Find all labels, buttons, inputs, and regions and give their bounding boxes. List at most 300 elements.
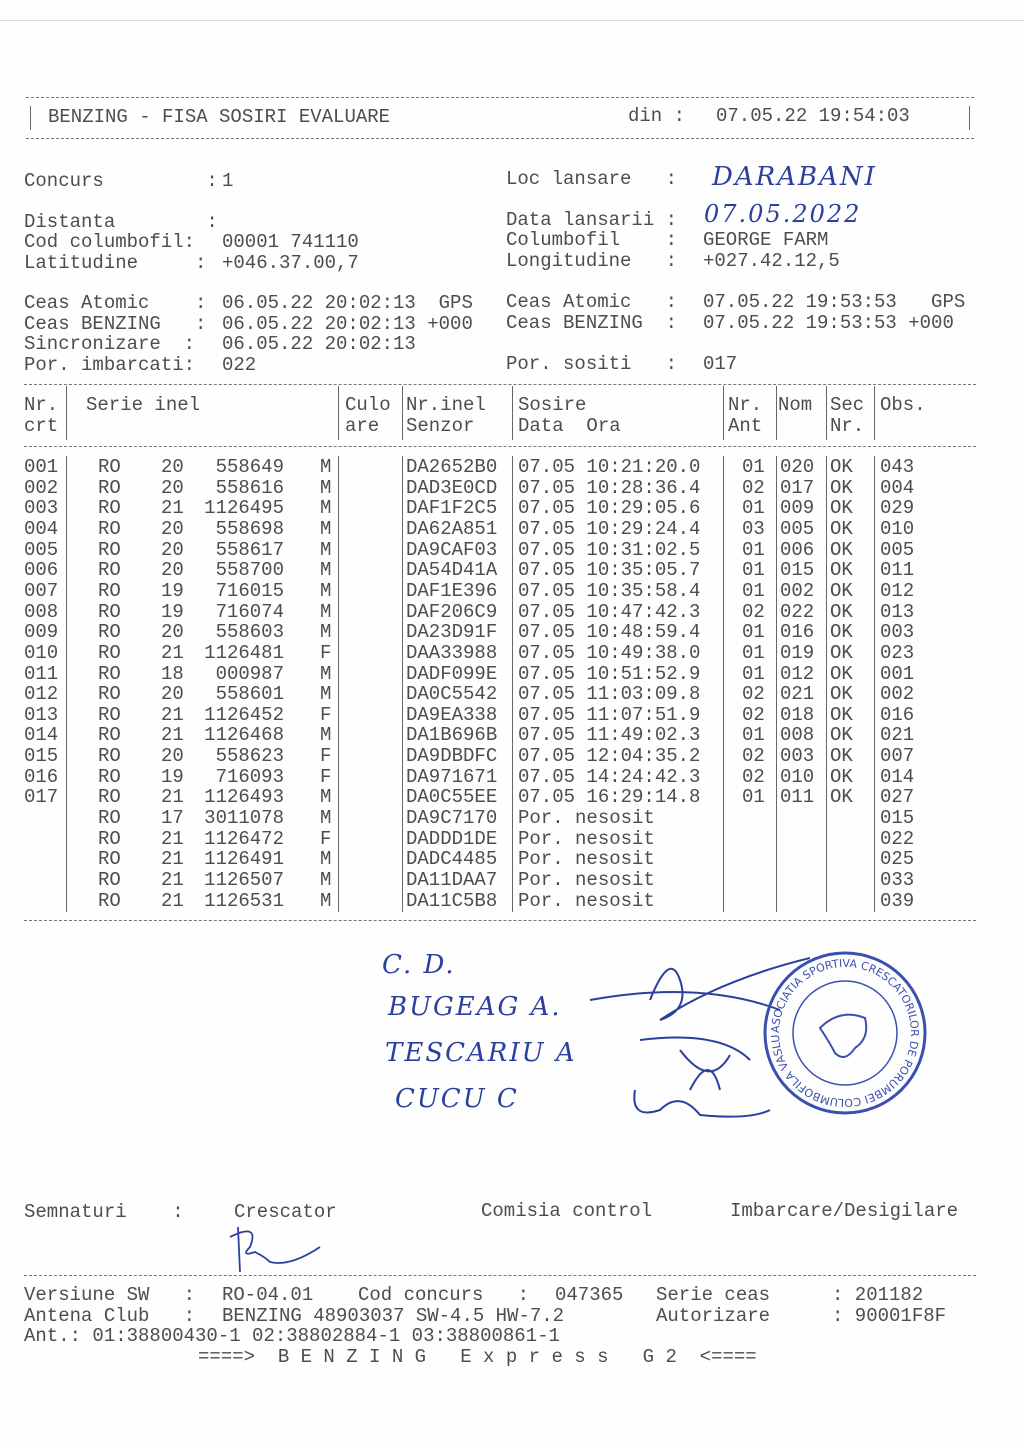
header-culo: Culo: [345, 394, 391, 416]
header-right-bar: [969, 106, 970, 130]
row-sex: M: [320, 497, 332, 520]
row-year: 19: [161, 579, 184, 602]
row-ring-number: 1126491: [204, 848, 284, 871]
row-sec: OK: [830, 579, 853, 602]
row-sex: F: [320, 641, 332, 664]
row-country: RO: [98, 559, 121, 582]
row-obs: 002: [880, 683, 915, 706]
row-obs: 016: [880, 703, 915, 726]
row-ring-number: 558603: [215, 621, 284, 644]
columbofil-value: GEORGE FARM: [703, 229, 829, 251]
row-country: RO: [98, 683, 121, 706]
table-top-rule: [24, 384, 976, 385]
row-country: RO: [98, 703, 121, 726]
column-divider: [338, 456, 339, 912]
column-divider: [402, 386, 403, 440]
serie-ceas-label: Serie ceas: [656, 1284, 771, 1306]
row-nr: 002: [24, 476, 59, 499]
latitudine-value: +046.37.00,7: [222, 252, 359, 274]
column-divider: [512, 386, 513, 440]
header-sec: Sec: [830, 394, 865, 416]
column-divider: [66, 386, 67, 440]
row-antenna: 01: [742, 786, 765, 809]
row-year: 19: [161, 600, 184, 623]
column-divider: [402, 456, 403, 912]
sositi-label: Por. sositi :: [506, 353, 678, 375]
row-obs: 021: [880, 724, 915, 747]
imbarcati-label: Por. imbarcati:: [24, 354, 196, 376]
row-nr: 009: [24, 621, 59, 644]
row-ring-number: 3011078: [204, 807, 284, 830]
row-country: RO: [98, 827, 121, 850]
row-sensor: DA11DAA7: [406, 869, 498, 891]
longitudine-value: +027.42.12,5: [703, 250, 840, 272]
row-nr: 011: [24, 662, 59, 685]
ceas-benzing-label: Ceas BENZING :: [24, 313, 207, 335]
row-country: RO: [98, 641, 121, 664]
row-antenna: 01: [742, 662, 765, 685]
row-nr: 006: [24, 559, 59, 582]
row-sex: F: [320, 765, 332, 788]
row-sensor: DAF206C9: [406, 600, 498, 623]
row-arrival: 07.05 10:35:05.7: [518, 559, 701, 582]
association-stamp: [760, 948, 930, 1118]
row-sex: M: [320, 869, 332, 891]
row-sensor: DAF1F2C5: [406, 497, 498, 520]
row-ring-number: 716093: [215, 765, 284, 788]
print-date: 07.05.22 19:54:03: [716, 105, 910, 127]
row-arrival: 07.05 10:29:24.4: [518, 517, 701, 540]
row-obs: 015: [880, 807, 915, 830]
row-sex: M: [320, 786, 332, 809]
row-sensor: DA23D91F: [406, 621, 498, 644]
row-sex: M: [320, 889, 332, 912]
row-sensor: DAF1E396: [406, 579, 498, 602]
page-title: BENZING - FISA SOSIRI EVALUARE: [48, 106, 391, 128]
header-left-bar: [30, 106, 31, 130]
row-year: 20: [161, 745, 184, 768]
row-sec: OK: [830, 724, 853, 747]
loc-lansare-label: Loc lansare :: [506, 168, 678, 190]
row-nom: 015: [780, 559, 815, 582]
row-antenna: 01: [742, 724, 765, 747]
row-ring-number: 1126495: [204, 497, 284, 520]
sincronizare-value: 06.05.22 20:02:13: [222, 333, 416, 355]
row-country: RO: [98, 786, 121, 809]
row-ring-number: 1126481: [204, 641, 284, 664]
row-year: 20: [161, 621, 184, 644]
ceas-atomic-label: Ceas Atomic :: [24, 292, 207, 314]
row-ring-number: 558623: [215, 745, 284, 768]
row-ring-number: 000987: [215, 662, 284, 685]
header-crt: crt: [24, 415, 59, 437]
row-country: RO: [98, 579, 121, 602]
row-sensor: DA1B696B: [406, 724, 498, 747]
row-country: RO: [98, 662, 121, 685]
row-antenna: 01: [742, 579, 765, 602]
row-nom: 006: [780, 538, 815, 561]
header-nom: Nom: [778, 394, 813, 416]
row-obs: 025: [880, 848, 915, 871]
row-antenna: 01: [742, 559, 765, 582]
row-country: RO: [98, 765, 121, 788]
row-country: RO: [98, 848, 121, 871]
column-divider: [874, 456, 875, 912]
row-sec: OK: [830, 600, 853, 623]
row-ring-number: 1126472: [204, 827, 284, 850]
row-obs: 004: [880, 476, 915, 499]
row-year: 18: [161, 662, 184, 685]
row-obs: 010: [880, 517, 915, 540]
row-sec: OK: [830, 456, 853, 478]
data-lansarii-label: Data lansarii :: [506, 209, 678, 231]
row-nom: 016: [780, 621, 815, 644]
semnaturi-label: Semnaturi :: [24, 1201, 184, 1223]
row-country: RO: [98, 807, 121, 830]
row-obs: 012: [880, 579, 915, 602]
row-country: RO: [98, 456, 121, 478]
row-sec: OK: [830, 765, 853, 788]
ceas-atomic-label-end: Ceas Atomic :: [506, 291, 678, 313]
row-arrival: 07.05 10:48:59.4: [518, 621, 701, 644]
ceas-benzing-start: 06.05.22 20:02:13 +000: [222, 313, 473, 335]
column-divider: [776, 386, 777, 440]
row-sensor: DA9C7170: [406, 807, 498, 830]
row-sex: M: [320, 724, 332, 747]
row-country: RO: [98, 621, 121, 644]
row-sec: OK: [830, 641, 853, 664]
concurs-label: Concurs :: [24, 170, 218, 192]
row-nr: 017: [24, 786, 59, 809]
row-nr: 003: [24, 497, 59, 520]
row-country: RO: [98, 724, 121, 747]
row-arrival: 07.05 10:28:36.4: [518, 476, 701, 499]
row-sensor: DA9DBDFC: [406, 745, 498, 768]
row-nom: 008: [780, 724, 815, 747]
autorizare-label: Autorizare: [656, 1305, 771, 1327]
row-obs: 007: [880, 745, 915, 768]
row-sec: OK: [830, 683, 853, 706]
row-year: 20: [161, 517, 184, 540]
row-country: RO: [98, 476, 121, 499]
row-obs: 043: [880, 456, 915, 478]
header-sec-nr: Nr.: [830, 415, 865, 437]
row-obs: 014: [880, 765, 915, 788]
autorizare-value: : 90001F8F: [832, 1305, 947, 1327]
cod-columbofil-value: 00001 741110: [222, 231, 359, 253]
distanta-label: Distanta :: [24, 211, 218, 233]
row-arrival: 07.05 10:31:02.5: [518, 538, 701, 561]
sincronizare-label: Sincronizare :: [24, 333, 196, 355]
row-ring-number: 558649: [215, 456, 284, 478]
row-country: RO: [98, 517, 121, 540]
row-arrival: Por. nesosit: [518, 807, 655, 830]
header-ant: Ant: [728, 415, 763, 437]
row-arrival: 07.05 10:49:38.0: [518, 641, 701, 664]
row-year: 21: [161, 641, 184, 664]
data-lansarii-handwritten: 07.05.2022: [704, 200, 862, 228]
header-sosire: Sosire: [518, 394, 587, 416]
columbofil-label: Columbofil :: [506, 229, 678, 251]
row-year: 19: [161, 765, 184, 788]
latitudine-label: Latitudine :: [24, 252, 207, 274]
row-sex: M: [320, 559, 332, 582]
row-sensor: DA2652B0: [406, 456, 498, 478]
row-antenna: 01: [742, 538, 765, 561]
row-obs: 039: [880, 889, 915, 912]
row-sec: OK: [830, 703, 853, 726]
column-divider: [512, 456, 513, 912]
row-country: RO: [98, 889, 121, 912]
imbarcati-value: 022: [222, 354, 257, 376]
row-sec: OK: [830, 538, 853, 561]
row-obs: 033: [880, 869, 915, 891]
row-country: RO: [98, 497, 121, 520]
row-arrival: 07.05 10:21:20.0: [518, 456, 701, 478]
row-nom: 017: [780, 476, 815, 499]
cod-concurs-value: 047365: [555, 1284, 624, 1306]
row-sex: F: [320, 745, 332, 768]
row-sex: M: [320, 621, 332, 644]
row-sensor: DADF099E: [406, 662, 498, 685]
row-sec: OK: [830, 745, 853, 768]
benzing-banner: ====> B E N Z I N G E x p r e s s G 2 <====: [198, 1346, 757, 1368]
row-sec: OK: [830, 497, 853, 520]
row-ring-number: 1126531: [204, 889, 284, 912]
header-senzor: Senzor: [406, 415, 475, 437]
row-antenna: 02: [742, 600, 765, 623]
row-obs: 005: [880, 538, 915, 561]
commission-name-2: BUGEAG A.: [388, 992, 562, 1022]
date-label: din :: [628, 105, 686, 127]
sositi-value: 017: [703, 353, 738, 375]
row-nom: 019: [780, 641, 815, 664]
column-divider: [723, 456, 724, 912]
row-arrival: 07.05 14:24:42.3: [518, 765, 701, 788]
row-antenna: 01: [742, 456, 765, 478]
commission-name-3: TESCARIU A: [385, 1038, 577, 1068]
row-sex: M: [320, 683, 332, 706]
row-sensor: DAA33988: [406, 641, 498, 664]
row-sex: M: [320, 456, 332, 478]
row-year: 20: [161, 559, 184, 582]
ceas-atomic-start: 06.05.22 20:02:13 GPS: [222, 292, 473, 314]
row-nom: 010: [780, 765, 815, 788]
ceas-benzing-end: 07.05.22 19:53:53 +000: [703, 312, 954, 334]
row-sec: OK: [830, 559, 853, 582]
row-ring-number: 558617: [215, 538, 284, 561]
row-ring-number: 1126493: [204, 786, 284, 809]
row-sex: M: [320, 662, 332, 685]
row-ring-number: 1126507: [204, 869, 284, 891]
row-nom: 021: [780, 683, 815, 706]
row-ring-number: 558616: [215, 476, 284, 499]
row-nr: 008: [24, 600, 59, 623]
row-nr: 007: [24, 579, 59, 602]
imbarcare-label: Imbarcare/Desigilare: [730, 1200, 959, 1222]
row-sex: M: [320, 848, 332, 871]
row-nr: 012: [24, 683, 59, 706]
row-year: 21: [161, 497, 184, 520]
row-obs: 013: [880, 600, 915, 623]
comisia-control-label: Comisia control: [481, 1200, 653, 1222]
row-sex: M: [320, 600, 332, 623]
longitudine-label: Longitudine :: [506, 250, 678, 272]
serie-ceas-value: : 201182: [832, 1284, 924, 1306]
row-sex: M: [320, 807, 332, 830]
row-sex: F: [320, 827, 332, 850]
row-sec: OK: [830, 621, 853, 644]
row-nom: 012: [780, 662, 815, 685]
row-country: RO: [98, 600, 121, 623]
row-obs: 011: [880, 559, 915, 582]
row-ring-number: 558700: [215, 559, 284, 582]
row-obs: 027: [880, 786, 915, 809]
row-arrival: 07.05 10:29:05.6: [518, 497, 701, 520]
row-ring-number: 558698: [215, 517, 284, 540]
row-nom: 018: [780, 703, 815, 726]
row-antenna: 02: [742, 683, 765, 706]
row-year: 21: [161, 827, 184, 850]
cod-concurs-label: Cod concurs :: [358, 1284, 530, 1306]
header-serie-inel: Serie inel: [86, 394, 201, 416]
row-sensor: DA0C5542: [406, 683, 498, 706]
column-divider: [874, 386, 875, 440]
row-sex: M: [320, 579, 332, 602]
ceas-benzing-label-end: Ceas BENZING :: [506, 312, 678, 334]
svg-text:ASOCIATIA SPORTIVA CRESCATORIL: ASOCIATIA SPORTIVA CRESCATORILOR DE PORUMBEI COLUMBOFILA VASLU: [768, 956, 922, 1110]
row-country: RO: [98, 745, 121, 768]
row-ring-number: 716074: [215, 600, 284, 623]
table-bottom-rule: [24, 920, 976, 921]
row-arrival: 07.05 11:03:09.8: [518, 683, 701, 706]
column-divider: [826, 456, 827, 912]
row-antenna: 02: [742, 703, 765, 726]
row-obs: 001: [880, 662, 915, 685]
row-nom: 020: [780, 456, 815, 478]
row-arrival: 07.05 11:49:02.3: [518, 724, 701, 747]
row-year: 21: [161, 786, 184, 809]
row-ring-number: 1126468: [204, 724, 284, 747]
antena-value: BENZING 48903037 SW-4.5 HW-7.2: [222, 1305, 565, 1327]
row-antenna: 01: [742, 641, 765, 664]
row-antenna: 02: [742, 476, 765, 499]
row-nom: 003: [780, 745, 815, 768]
row-year: 20: [161, 476, 184, 499]
row-arrival: 07.05 12:04:35.2: [518, 745, 701, 768]
row-ring-number: 716015: [215, 579, 284, 602]
cod-columbofil-label: Cod columbofil:: [24, 231, 196, 253]
row-arrival: Por. nesosit: [518, 869, 655, 891]
row-nom: 009: [780, 497, 815, 520]
row-nr: 005: [24, 538, 59, 561]
row-year: 20: [161, 538, 184, 561]
row-sensor: DADDD1DE: [406, 827, 498, 850]
row-arrival: 07.05 16:29:14.8: [518, 786, 701, 809]
commission-name-1: C. D.: [382, 950, 456, 980]
row-sensor: DA9EA338: [406, 703, 498, 726]
header-nr-ant: Nr.: [728, 394, 763, 416]
row-nr: 014: [24, 724, 59, 747]
header-nr: Nr.: [24, 394, 59, 416]
column-divider: [723, 386, 724, 440]
row-arrival: 07.05 11:07:51.9: [518, 703, 701, 726]
commission-name-4: CUCU C: [395, 1084, 519, 1114]
row-antenna: 01: [742, 621, 765, 644]
concurs-value: 1: [222, 170, 234, 192]
versiune-value: RO-04.01: [222, 1284, 314, 1306]
row-sex: M: [320, 538, 332, 561]
row-nr: 010: [24, 641, 59, 664]
row-arrival: 07.05 10:51:52.9: [518, 662, 701, 685]
row-sec: OK: [830, 662, 853, 685]
row-sensor: DA62A851: [406, 517, 498, 540]
row-obs: 022: [880, 827, 915, 850]
row-antenna: 03: [742, 517, 765, 540]
row-sensor: DA9CAF03: [406, 538, 498, 561]
row-year: 20: [161, 456, 184, 478]
row-nr: 013: [24, 703, 59, 726]
row-nr: 004: [24, 517, 59, 540]
row-arrival: 07.05 10:47:42.3: [518, 600, 701, 623]
row-nom: 011: [780, 786, 815, 809]
row-sex: F: [320, 703, 332, 726]
column-divider: [826, 386, 827, 440]
row-arrival: Por. nesosit: [518, 827, 655, 850]
row-year: 21: [161, 703, 184, 726]
row-year: 21: [161, 848, 184, 871]
header-data-ora: Data Ora: [518, 415, 621, 437]
header-top-rule: [26, 97, 974, 98]
row-year: 21: [161, 889, 184, 912]
row-nom: 022: [780, 600, 815, 623]
row-nom: 005: [780, 517, 815, 540]
row-ring-number: 558601: [215, 683, 284, 706]
row-sec: OK: [830, 786, 853, 809]
row-nr: 015: [24, 745, 59, 768]
row-ring-number: 1126452: [204, 703, 284, 726]
row-arrival: Por. nesosit: [518, 889, 655, 912]
row-arrival: Por. nesosit: [518, 848, 655, 871]
versiune-label: Versiune SW :: [24, 1284, 196, 1306]
column-divider: [776, 456, 777, 912]
column-divider: [66, 456, 67, 912]
row-sensor: DA54D41A: [406, 559, 498, 582]
row-year: 17: [161, 807, 184, 830]
column-divider: [338, 386, 339, 440]
row-sensor: DAD3E0CD: [406, 476, 498, 499]
header-bottom-rule: [26, 138, 974, 139]
row-antenna: 01: [742, 497, 765, 520]
row-antenna: 02: [742, 745, 765, 768]
header-obs: Obs.: [880, 394, 926, 416]
crescator-signature: [220, 1222, 330, 1277]
ceas-atomic-end: 07.05.22 19:53:53 GPS: [703, 291, 966, 313]
row-nom: 002: [780, 579, 815, 602]
row-arrival: 07.05 10:35:58.4: [518, 579, 701, 602]
row-sex: M: [320, 517, 332, 540]
row-country: RO: [98, 869, 121, 891]
row-obs: 023: [880, 641, 915, 664]
row-sensor: DADC4485: [406, 848, 498, 871]
row-year: 20: [161, 683, 184, 706]
loc-lansare-handwritten: DARABANI: [712, 162, 877, 192]
row-sec: OK: [830, 517, 853, 540]
row-sec: OK: [830, 476, 853, 499]
row-year: 21: [161, 724, 184, 747]
row-sensor: DA971671: [406, 765, 498, 788]
scan-edge: [0, 20, 1024, 21]
